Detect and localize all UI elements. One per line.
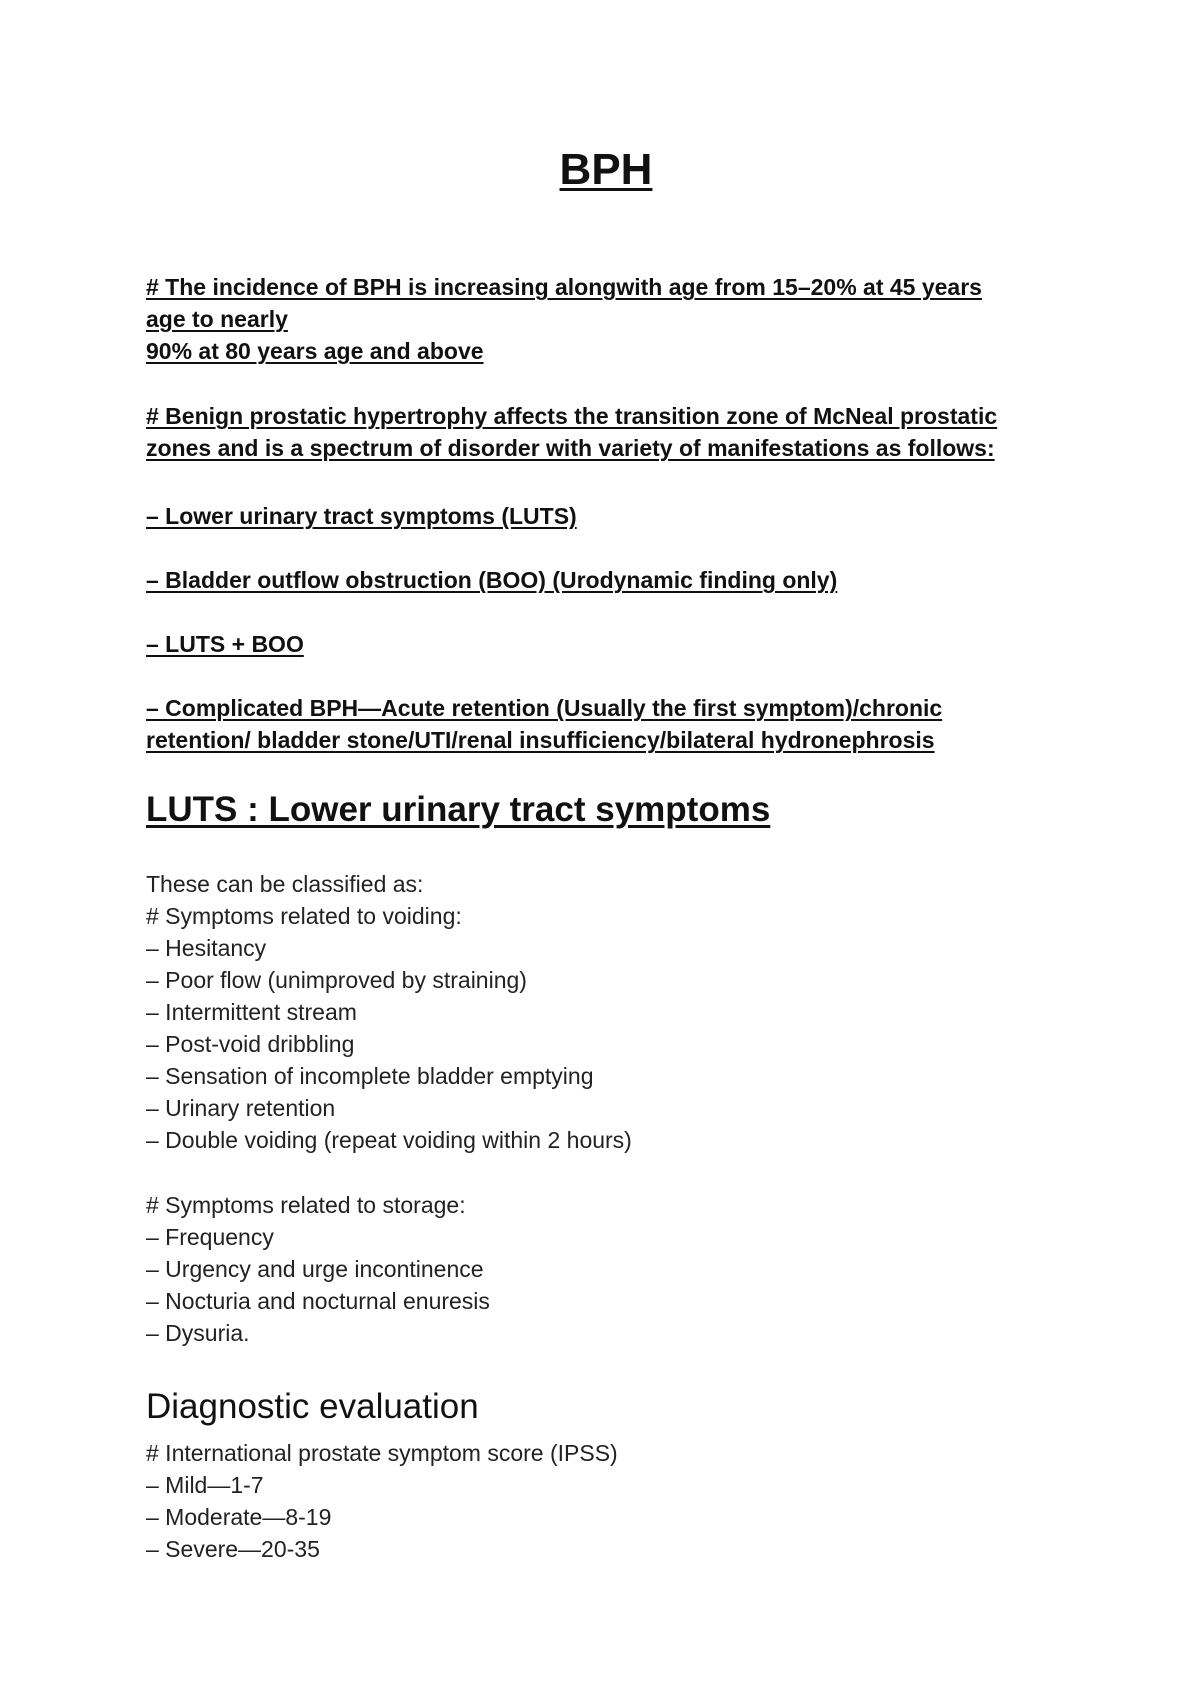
list-item: – Urinary retention — [146, 1095, 336, 1121]
manifestation-luts-boo — [146, 628, 1066, 660]
page-title: BPH — [559, 145, 653, 194]
list-item: – Urgency and urge incontinence — [146, 1256, 484, 1282]
manifestation-boo — [146, 564, 1066, 596]
list-item: – Intermittent stream — [146, 999, 357, 1025]
luts-heading: LUTS : Lower urinary tract symptoms — [146, 790, 771, 829]
ipss-list — [146, 1437, 618, 1565]
list-item: – Post-void dribbling — [146, 1031, 355, 1057]
incidence-paragraph — [146, 271, 1066, 367]
manifestation-boo-text: – Bladder outflow obstruction (BOO) (Urodynamic finding only) — [146, 567, 838, 593]
list-item: – Mild—1-7 — [146, 1472, 264, 1498]
voiding-list — [146, 868, 632, 1156]
list-item: – Frequency — [146, 1224, 274, 1250]
list-item: – Moderate—8-19 — [146, 1504, 332, 1530]
list-item: – Double voiding (repeat voiding within 2 hours) — [146, 1127, 632, 1153]
incidence-line-1: # The incidence of BPH is increasing alongwith age from 15–20% at 45 years — [146, 274, 982, 300]
storage-list — [146, 1189, 490, 1349]
transition-zone-line-2: zones and is a spectrum of disorder with variety of manifestations as follows: — [146, 435, 995, 461]
list-item: # Symptoms related to voiding: — [146, 903, 462, 929]
incidence-line-3: 90% at 80 years age and above — [146, 338, 484, 364]
list-item: # International prostate symptom score (IPSS) — [146, 1440, 618, 1466]
list-item: These can be classified as: — [146, 871, 424, 897]
manifestation-luts-text: – Lower urinary tract symptoms (LUTS) — [146, 503, 577, 529]
list-item: – Sensation of incomplete bladder emptying — [146, 1063, 594, 1089]
diagnostic-heading: Diagnostic evaluation — [146, 1387, 479, 1426]
incidence-line-2: age to nearly — [146, 306, 288, 332]
manifestation-complicated-line-1: – Complicated BPH—Acute retention (Usually the first symptom)/chronic — [146, 695, 943, 721]
transition-zone-paragraph — [146, 400, 1066, 464]
list-item: – Poor flow (unimproved by straining) — [146, 967, 527, 993]
manifestation-luts — [146, 500, 1066, 532]
list-item: – Severe—20-35 — [146, 1536, 320, 1562]
manifestation-complicated-line-2: retention/ bladder stone/UTI/renal insufficiency/bilateral hydronephrosis — [146, 727, 935, 753]
transition-zone-line-1: # Benign prostatic hypertrophy affects the transition zone of McNeal prostatic — [146, 403, 998, 429]
list-item: – Nocturia and nocturnal enuresis — [146, 1288, 490, 1314]
manifestation-complicated — [146, 692, 1066, 756]
list-item: – Hesitancy — [146, 935, 267, 961]
list-item: # Symptoms related to storage: — [146, 1192, 466, 1218]
list-item: – Dysuria. — [146, 1320, 250, 1346]
manifestation-luts-boo-text: – LUTS + BOO — [146, 631, 304, 657]
